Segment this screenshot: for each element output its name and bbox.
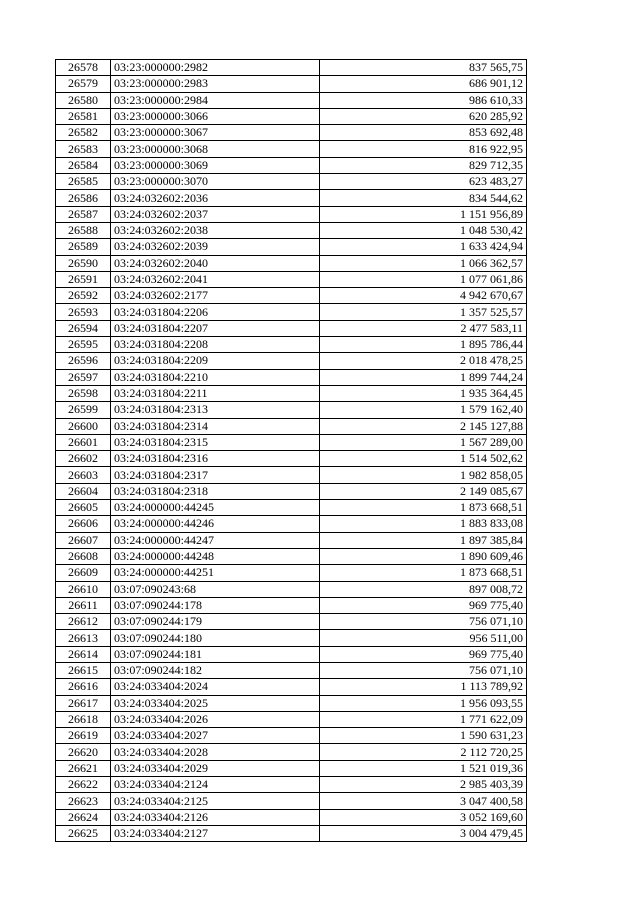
table-row xyxy=(56,777,527,793)
cadastral-number-cell: 03:24:000000:44248 xyxy=(111,548,320,564)
cadastral-number-cell: 03:23:000000:3069 xyxy=(111,157,320,173)
cadastral-number-cell: 03:24:033404:2024 xyxy=(111,679,320,695)
table-row xyxy=(56,679,527,695)
table-row xyxy=(56,532,527,548)
row-number-cell: 26585 xyxy=(56,174,111,190)
table-row xyxy=(56,565,527,581)
table-row xyxy=(56,271,527,287)
table-row xyxy=(56,809,527,825)
cadastral-value-cell: 853 692,48 xyxy=(320,125,527,141)
row-number-cell: 26599 xyxy=(56,402,111,418)
row-number-cell: 26587 xyxy=(56,206,111,222)
row-number-cell: 26581 xyxy=(56,108,111,124)
cadastral-value-table xyxy=(55,59,527,842)
row-number-cell: 26604 xyxy=(56,483,111,499)
table-row xyxy=(56,793,527,809)
cadastral-value-cell: 1 956 093,55 xyxy=(320,695,527,711)
cadastral-number-cell: 03:07:090244:181 xyxy=(111,646,320,662)
row-number-cell: 26615 xyxy=(56,662,111,678)
cadastral-value-cell: 1 982 858,05 xyxy=(320,467,527,483)
row-number-cell: 26580 xyxy=(56,92,111,108)
cadastral-value-cell: 986 610,33 xyxy=(320,92,527,108)
cadastral-value-cell: 756 071,10 xyxy=(320,662,527,678)
row-number-cell: 26579 xyxy=(56,76,111,92)
row-number-cell: 26607 xyxy=(56,532,111,548)
table-row xyxy=(56,825,527,841)
row-number-cell: 26613 xyxy=(56,630,111,646)
cadastral-value-cell: 956 511,00 xyxy=(320,630,527,646)
table-row xyxy=(56,662,527,678)
cadastral-value-cell: 1 899 744,24 xyxy=(320,369,527,385)
cadastral-number-cell: 03:07:090244:180 xyxy=(111,630,320,646)
cadastral-value-cell: 1 077 061,86 xyxy=(320,271,527,287)
cadastral-number-cell: 03:23:000000:2984 xyxy=(111,92,320,108)
row-number-cell: 26618 xyxy=(56,711,111,727)
cadastral-number-cell: 03:23:000000:2983 xyxy=(111,76,320,92)
cadastral-number-cell: 03:24:031804:2206 xyxy=(111,304,320,320)
table-row xyxy=(56,597,527,613)
cadastral-value-cell: 1 873 668,51 xyxy=(320,500,527,516)
cadastral-value-cell: 1 590 631,23 xyxy=(320,728,527,744)
cadastral-value-cell: 834 544,62 xyxy=(320,190,527,206)
table-row xyxy=(56,304,527,320)
cadastral-number-cell: 03:24:033404:2126 xyxy=(111,809,320,825)
row-number-cell: 26584 xyxy=(56,157,111,173)
row-number-cell: 26601 xyxy=(56,434,111,450)
cadastral-number-cell: 03:24:033404:2026 xyxy=(111,711,320,727)
table-row xyxy=(56,337,527,353)
table-row xyxy=(56,157,527,173)
cadastral-number-cell: 03:24:032602:2036 xyxy=(111,190,320,206)
cadastral-number-cell: 03:24:031804:2210 xyxy=(111,369,320,385)
row-number-cell: 26616 xyxy=(56,679,111,695)
table-row xyxy=(56,60,527,76)
cadastral-number-cell: 03:24:031804:2207 xyxy=(111,320,320,336)
table-row xyxy=(56,711,527,727)
row-number-cell: 26620 xyxy=(56,744,111,760)
table-row xyxy=(56,255,527,271)
row-number-cell: 26614 xyxy=(56,646,111,662)
row-number-cell: 26624 xyxy=(56,809,111,825)
row-number-cell: 26605 xyxy=(56,500,111,516)
cadastral-value-cell: 1 579 162,40 xyxy=(320,402,527,418)
cadastral-number-cell: 03:23:000000:3066 xyxy=(111,108,320,124)
row-number-cell: 26602 xyxy=(56,451,111,467)
table-row xyxy=(56,630,527,646)
cadastral-value-cell: 2 985 403,39 xyxy=(320,777,527,793)
cadastral-value-cell: 837 565,75 xyxy=(320,60,527,76)
table-row xyxy=(56,320,527,336)
cadastral-number-cell: 03:24:031804:2317 xyxy=(111,467,320,483)
cadastral-number-cell: 03:24:031804:2209 xyxy=(111,353,320,369)
cadastral-number-cell: 03:07:090244:182 xyxy=(111,662,320,678)
row-number-cell: 26603 xyxy=(56,467,111,483)
cadastral-number-cell: 03:24:031804:2313 xyxy=(111,402,320,418)
cadastral-number-cell: 03:24:031804:2316 xyxy=(111,451,320,467)
cadastral-number-cell: 03:24:032602:2039 xyxy=(111,239,320,255)
cadastral-number-cell: 03:24:032602:2041 xyxy=(111,271,320,287)
table-row xyxy=(56,125,527,141)
cadastral-value-cell: 829 712,35 xyxy=(320,157,527,173)
row-number-cell: 26588 xyxy=(56,222,111,238)
cadastral-value-cell: 2 477 583,11 xyxy=(320,320,527,336)
cadastral-number-cell: 03:24:031804:2211 xyxy=(111,385,320,401)
table-row xyxy=(56,483,527,499)
cadastral-number-cell: 03:07:090244:178 xyxy=(111,597,320,613)
cadastral-number-cell: 03:23:000000:3067 xyxy=(111,125,320,141)
cadastral-value-cell: 1 890 609,46 xyxy=(320,548,527,564)
row-number-cell: 26609 xyxy=(56,565,111,581)
cadastral-number-cell: 03:24:032602:2177 xyxy=(111,288,320,304)
row-number-cell: 26598 xyxy=(56,385,111,401)
cadastral-number-cell: 03:24:033404:2127 xyxy=(111,825,320,841)
table-row xyxy=(56,581,527,597)
row-number-cell: 26608 xyxy=(56,548,111,564)
table-row xyxy=(56,728,527,744)
table-row xyxy=(56,646,527,662)
row-number-cell: 26582 xyxy=(56,125,111,141)
cadastral-value-cell: 1 151 956,89 xyxy=(320,206,527,222)
cadastral-number-cell: 03:07:090243:68 xyxy=(111,581,320,597)
cadastral-number-cell: 03:24:032602:2040 xyxy=(111,255,320,271)
cadastral-number-cell: 03:24:033404:2025 xyxy=(111,695,320,711)
cadastral-value-cell: 1 633 424,94 xyxy=(320,239,527,255)
cadastral-number-cell: 03:24:033404:2028 xyxy=(111,744,320,760)
table-row xyxy=(56,385,527,401)
table-row xyxy=(56,369,527,385)
cadastral-number-cell: 03:24:031804:2314 xyxy=(111,418,320,434)
table-row xyxy=(56,548,527,564)
cadastral-value-cell: 1 895 786,44 xyxy=(320,337,527,353)
cadastral-value-cell: 2 145 127,88 xyxy=(320,418,527,434)
cadastral-number-cell: 03:24:000000:44247 xyxy=(111,532,320,548)
row-number-cell: 26597 xyxy=(56,369,111,385)
row-number-cell: 26625 xyxy=(56,825,111,841)
row-number-cell: 26586 xyxy=(56,190,111,206)
row-number-cell: 26619 xyxy=(56,728,111,744)
row-number-cell: 26589 xyxy=(56,239,111,255)
table-row xyxy=(56,190,527,206)
table-row xyxy=(56,288,527,304)
row-number-cell: 26593 xyxy=(56,304,111,320)
cadastral-value-cell: 969 775,40 xyxy=(320,646,527,662)
table-row xyxy=(56,402,527,418)
table-row xyxy=(56,467,527,483)
cadastral-number-cell: 03:24:031804:2208 xyxy=(111,337,320,353)
table-row xyxy=(56,516,527,532)
cadastral-value-cell: 1 567 289,00 xyxy=(320,434,527,450)
cadastral-number-cell: 03:24:033404:2124 xyxy=(111,777,320,793)
row-number-cell: 26612 xyxy=(56,614,111,630)
table-row xyxy=(56,695,527,711)
table-row xyxy=(56,451,527,467)
cadastral-value-cell: 1 514 502,62 xyxy=(320,451,527,467)
row-number-cell: 26592 xyxy=(56,288,111,304)
cadastral-number-cell: 03:24:032602:2037 xyxy=(111,206,320,222)
table-row xyxy=(56,206,527,222)
cadastral-value-cell: 3 052 169,60 xyxy=(320,809,527,825)
row-number-cell: 26583 xyxy=(56,141,111,157)
table-row xyxy=(56,108,527,124)
table-row xyxy=(56,418,527,434)
cadastral-number-cell: 03:24:000000:44251 xyxy=(111,565,320,581)
cadastral-value-cell: 623 483,27 xyxy=(320,174,527,190)
cadastral-value-cell: 1 048 530,42 xyxy=(320,222,527,238)
cadastral-value-cell: 3 047 400,58 xyxy=(320,793,527,809)
cadastral-value-cell: 756 071,10 xyxy=(320,614,527,630)
row-number-cell: 26578 xyxy=(56,60,111,76)
cadastral-value-cell: 1 873 668,51 xyxy=(320,565,527,581)
row-number-cell: 26623 xyxy=(56,793,111,809)
cadastral-number-cell: 03:24:033404:2029 xyxy=(111,760,320,776)
row-number-cell: 26621 xyxy=(56,760,111,776)
table-row xyxy=(56,744,527,760)
cadastral-number-cell: 03:24:033404:2027 xyxy=(111,728,320,744)
cadastral-value-cell: 1 521 019,36 xyxy=(320,760,527,776)
cadastral-number-cell: 03:24:031804:2318 xyxy=(111,483,320,499)
row-number-cell: 26595 xyxy=(56,337,111,353)
cadastral-number-cell: 03:23:000000:3070 xyxy=(111,174,320,190)
cadastral-value-cell: 2 149 085,67 xyxy=(320,483,527,499)
cadastral-number-cell: 03:24:000000:44246 xyxy=(111,516,320,532)
cadastral-value-cell: 816 922,95 xyxy=(320,141,527,157)
row-number-cell: 26594 xyxy=(56,320,111,336)
row-number-cell: 26600 xyxy=(56,418,111,434)
row-number-cell: 26610 xyxy=(56,581,111,597)
cadastral-value-cell: 1 771 622,09 xyxy=(320,711,527,727)
cadastral-number-cell: 03:07:090244:179 xyxy=(111,614,320,630)
row-number-cell: 26606 xyxy=(56,516,111,532)
table-row xyxy=(56,239,527,255)
table-row xyxy=(56,76,527,92)
row-number-cell: 26591 xyxy=(56,271,111,287)
cadastral-value-cell: 1 935 364,45 xyxy=(320,385,527,401)
table-row xyxy=(56,353,527,369)
table-row xyxy=(56,500,527,516)
cadastral-value-cell: 1 357 525,57 xyxy=(320,304,527,320)
cadastral-value-cell: 897 008,72 xyxy=(320,581,527,597)
row-number-cell: 26617 xyxy=(56,695,111,711)
table-row xyxy=(56,222,527,238)
row-number-cell: 26590 xyxy=(56,255,111,271)
row-number-cell: 26596 xyxy=(56,353,111,369)
cadastral-value-cell: 2 112 720,25 xyxy=(320,744,527,760)
row-number-cell: 26611 xyxy=(56,597,111,613)
cadastral-value-cell: 1 113 789,92 xyxy=(320,679,527,695)
cadastral-value-cell: 1 897 385,84 xyxy=(320,532,527,548)
cadastral-number-cell: 03:24:031804:2315 xyxy=(111,434,320,450)
table-row xyxy=(56,614,527,630)
table-body xyxy=(56,60,527,842)
cadastral-value-cell: 686 901,12 xyxy=(320,76,527,92)
row-number-cell: 26622 xyxy=(56,777,111,793)
table-row xyxy=(56,92,527,108)
table-row xyxy=(56,434,527,450)
table-row xyxy=(56,760,527,776)
cadastral-number-cell: 03:24:033404:2125 xyxy=(111,793,320,809)
cadastral-value-cell: 969 775,40 xyxy=(320,597,527,613)
cadastral-number-cell: 03:23:000000:2982 xyxy=(111,60,320,76)
cadastral-value-cell: 2 018 478,25 xyxy=(320,353,527,369)
cadastral-number-cell: 03:23:000000:3068 xyxy=(111,141,320,157)
cadastral-value-cell: 1 883 833,08 xyxy=(320,516,527,532)
cadastral-number-cell: 03:24:000000:44245 xyxy=(111,500,320,516)
cadastral-value-cell: 4 942 670,67 xyxy=(320,288,527,304)
cadastral-value-cell: 3 004 479,45 xyxy=(320,825,527,841)
cadastral-value-cell: 620 285,92 xyxy=(320,108,527,124)
table-row xyxy=(56,141,527,157)
cadastral-number-cell: 03:24:032602:2038 xyxy=(111,222,320,238)
cadastral-value-cell: 1 066 362,57 xyxy=(320,255,527,271)
table-row xyxy=(56,174,527,190)
